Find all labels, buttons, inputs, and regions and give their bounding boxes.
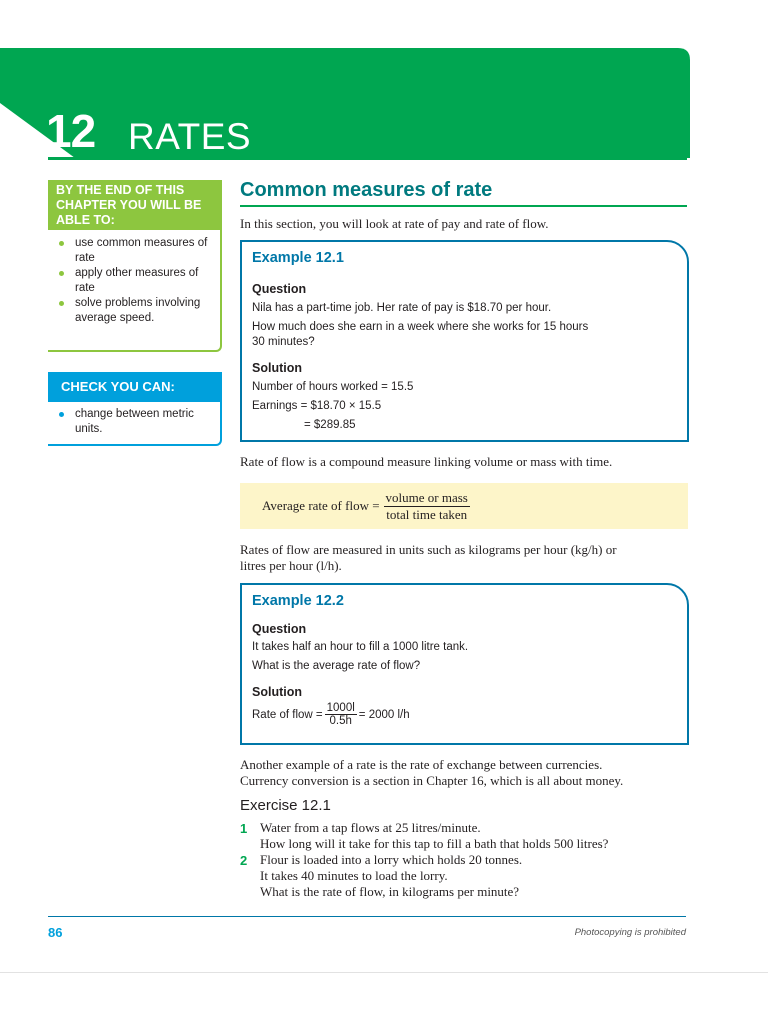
question-label: Question — [252, 282, 307, 296]
question-label: Question — [252, 622, 307, 636]
objectives-heading-bar — [48, 180, 222, 230]
bullet-icon — [59, 301, 64, 306]
solution-line: Number of hours worked = 15.5 — [252, 381, 414, 393]
exercise-line: How long will it take for this tap to fill a bath that holds 500 litres? — [260, 836, 609, 851]
bottom-divider — [0, 972, 768, 973]
section-rule — [240, 205, 687, 207]
units-text-line: litres per hour (l/h). — [240, 558, 342, 573]
formula-lhs: Average rate of flow = — [262, 498, 380, 513]
question-line: 30 minutes? — [252, 336, 315, 348]
exercise-line: What is the rate of flow, in kilograms per minute? — [260, 884, 520, 899]
question-line: What is the average rate of flow? — [252, 660, 421, 672]
bullet-icon — [59, 412, 64, 417]
example-title: Example 12.1 — [252, 250, 344, 266]
chapter-title: RATES — [128, 116, 252, 157]
formula-box — [240, 483, 688, 529]
solution-line: Earnings = $18.70 × 15.5 — [252, 400, 382, 412]
chapter-number: 12 — [46, 105, 96, 157]
page-number: 86 — [48, 925, 63, 940]
section-intro: In this section, you will look at rate of pay and rate of flow. — [240, 216, 549, 231]
check-you-can-box — [48, 372, 222, 446]
exercise-line: Water from a tap flows at 25 litres/minute. — [260, 820, 481, 835]
exercise-line: Flour is loaded into a lorry which holds 20 tonnes. — [260, 852, 523, 867]
bullet-icon — [59, 271, 64, 276]
check-list — [56, 407, 220, 437]
exchange-text-line: Another example of a rate is the rate of exchange between currencies. — [240, 757, 603, 772]
solution-rhs: = 2000 l/h — [358, 708, 410, 721]
example-title: Example 12.2 — [252, 593, 344, 609]
exchange-text-line: Currency conversion is a section in Chapter 16, which is all about money. — [240, 773, 624, 788]
footer-rule — [48, 916, 686, 917]
chapter-header-band — [0, 48, 690, 158]
objectives-heading: BY THE END OF THIS CHAPTER YOU WILL BE ABLE TO: — [56, 183, 202, 227]
solution-fraction — [325, 702, 357, 727]
formula-numerator: volume or mass — [385, 489, 468, 505]
list-item: solve problems involving average speed. — [56, 296, 220, 326]
solution-denominator: 0.5h — [325, 714, 357, 727]
list-item: use common measures of rate — [56, 236, 220, 266]
solution-numerator: 1000l — [326, 702, 355, 714]
solution-line: = $289.85 — [304, 419, 356, 431]
header-rule — [48, 157, 687, 160]
formula-fraction — [384, 490, 470, 523]
question-number: 2 — [240, 853, 248, 868]
exercise-line: It takes 40 minutes to load the lorry. — [260, 868, 448, 883]
solution-label: Solution — [252, 685, 302, 699]
question-line: It takes half an hour to fill a 1000 litre tank. — [252, 641, 469, 653]
bullet-icon — [59, 241, 64, 246]
question-number: 1 — [240, 821, 248, 836]
example-box-12-2 — [240, 583, 689, 745]
example-box-12-1 — [240, 240, 689, 442]
rate-of-flow-text: Rate of flow is a compound measure linking volume or mass with time. — [240, 454, 613, 469]
solution-lhs: Rate of flow = — [252, 708, 323, 721]
exercise-heading: Exercise 12.1 — [240, 797, 331, 814]
question-line: How much does she earn in a week where she works for 15 hours — [252, 321, 589, 333]
units-text-line: Rates of flow are measured in units such as kilograms per hour (kg/h) or — [240, 542, 617, 557]
section-heading: Common measures of rate — [240, 179, 493, 201]
objectives-box — [48, 180, 222, 352]
solution-label: Solution — [252, 361, 302, 375]
footer-note: Photocopying is prohibited — [574, 927, 686, 938]
list-item: change between metric units. — [56, 407, 220, 437]
question-line: Nila has a part-time job. Her rate of pay is $18.70 per hour. — [252, 302, 552, 314]
check-heading: CHECK YOU CAN: — [61, 379, 175, 394]
list-item: apply other measures of rate — [56, 266, 220, 296]
objectives-list — [56, 236, 220, 326]
check-heading-bar — [48, 372, 222, 402]
formula-denominator: total time taken — [384, 506, 470, 523]
